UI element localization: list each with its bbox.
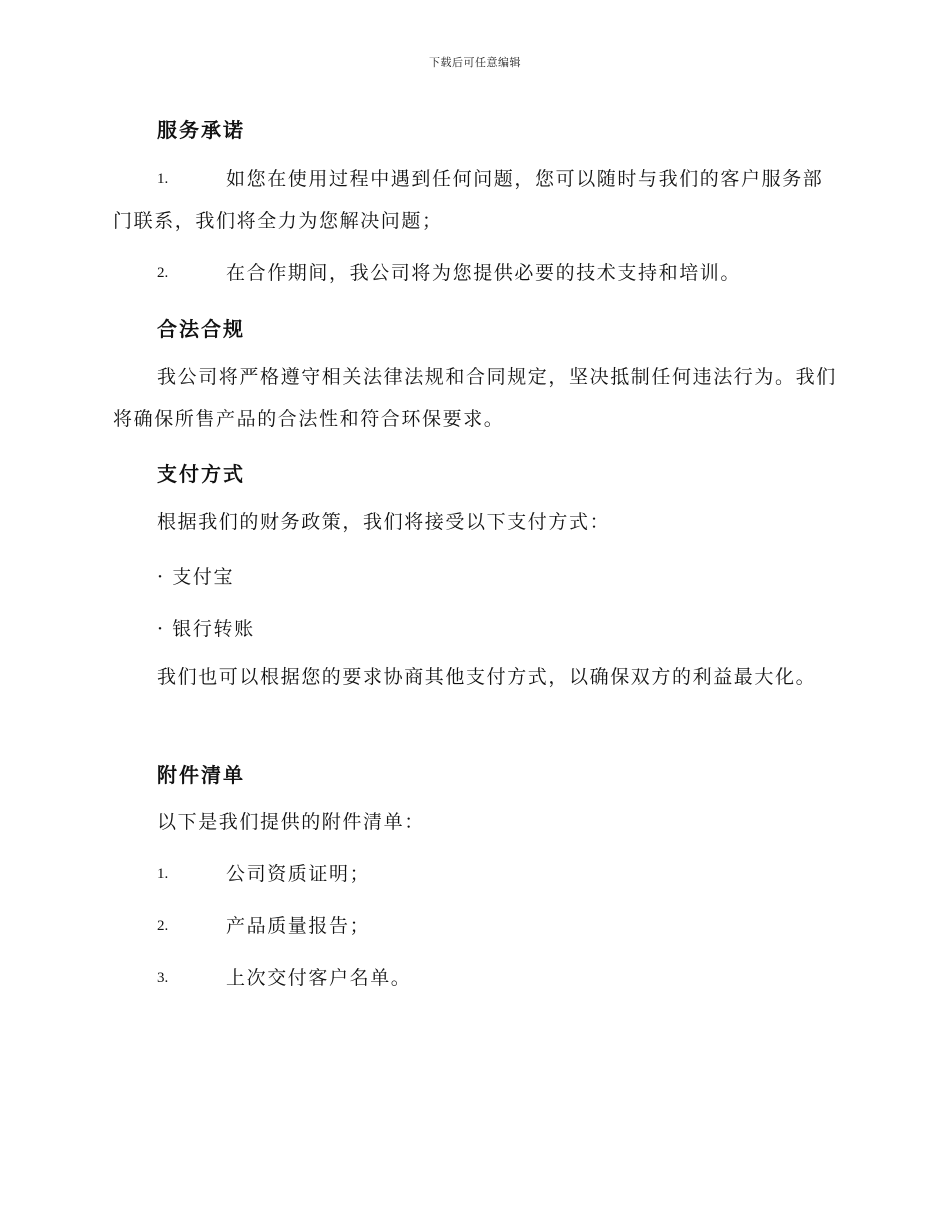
item-text: 如您在使用过程中遇到任何问题，您可以随时与我们的客户服务部门联系，我们将全力为您解决问题； — [113, 168, 824, 232]
page-header: 下载后可任意编辑 — [429, 56, 521, 69]
numbered-item — [157, 957, 847, 999]
item-text: 产品质量报告； — [226, 915, 371, 937]
item-text: 上次交付客户名单。 — [226, 967, 412, 989]
numbered-item — [157, 853, 847, 895]
section-heading-service: 服务承诺 — [157, 118, 245, 142]
payment-closing: 我们也可以根据您的要求协商其他支付方式，以确保双方的利益最大化。 — [157, 666, 817, 688]
payment-intro: 根据我们的财务政策，我们将接受以下支付方式： — [157, 511, 611, 533]
section-heading-attachments: 附件清单 — [157, 763, 245, 787]
item-number: 2. — [157, 918, 169, 934]
item-text: 在合作期间，我公司将为您提供必要的技术支持和培训。 — [226, 262, 742, 284]
numbered-item — [113, 158, 843, 242]
item-number: 1. — [157, 171, 169, 187]
compliance-paragraph: 我公司将严格遵守相关法律法规和合同规定，坚决抵制任何违法行为。我们将确保所售产品的合法性和符合环保要求。 — [113, 366, 837, 430]
numbered-item — [157, 905, 847, 947]
item-number: 1. — [157, 866, 169, 882]
section-heading-payment: 支付方式 — [157, 462, 245, 486]
payment-method-item: · 银行转账 — [157, 618, 255, 640]
payment-method-item: · 支付宝 — [157, 566, 235, 588]
item-text: 公司资质证明； — [226, 863, 371, 885]
numbered-item — [157, 252, 847, 294]
section-heading-compliance: 合法合规 — [157, 317, 245, 341]
item-number: 2. — [157, 265, 169, 281]
attachments-intro: 以下是我们提供的附件清单： — [157, 811, 425, 833]
item-number: 3. — [157, 970, 169, 986]
